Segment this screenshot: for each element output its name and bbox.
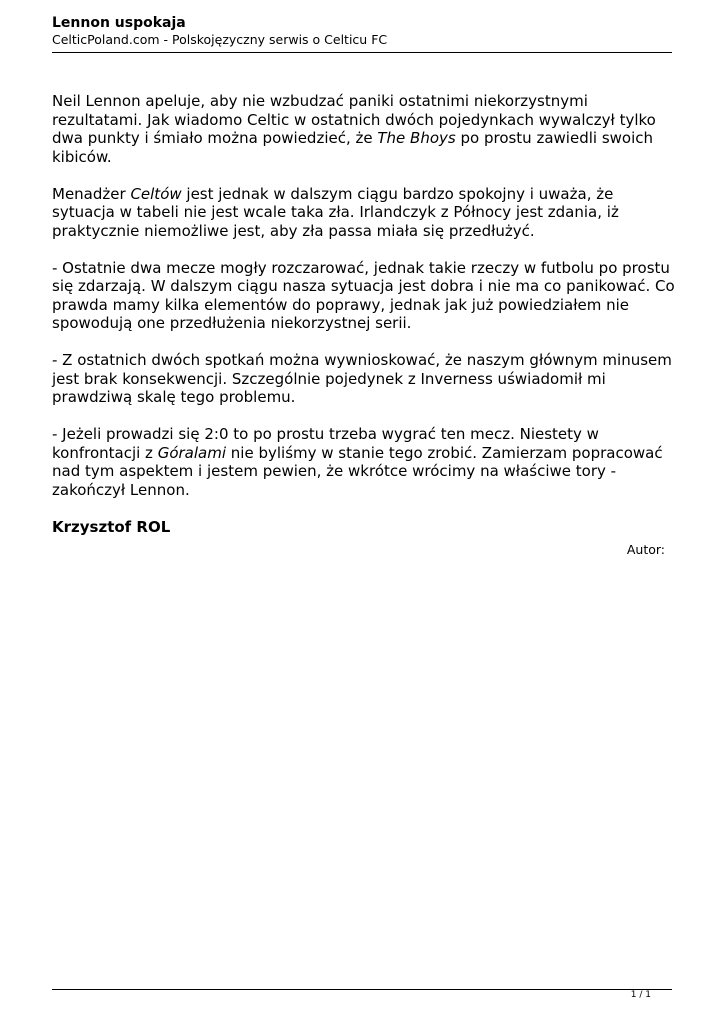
emphasis-celtow: Celtów xyxy=(130,184,182,203)
header-divider xyxy=(52,52,672,53)
emphasis-the-bhoys: The Bhoys xyxy=(377,129,456,148)
paragraph-5: - Jeżeli prowadzi się 2:0 to po prostu trzeba wygrać ten mecz. Niestety w konfrontacji z Góralami nie byliśmy w stanie tego zrobić. Zamierzam popracować nad tym aspektem i jestem pewien, że wkrótce wrócimy na właściwe tory - zakończył Lennon. xyxy=(52,425,663,499)
emphasis-goralami: Góralami xyxy=(157,443,227,462)
footer-divider xyxy=(52,989,672,990)
paragraph-2: Menadżer Celtów jest jednak w dalszym ciągu bardzo spokojny i uważa, że sytuacja w tabeli nie jest wcale taka zła. Irlandczyk z Północy jest zdania, iż praktycznie niemożliwe jest, aby zła passa miała się przedłużyć. xyxy=(52,184,619,240)
author-label: Autor: xyxy=(626,542,665,557)
document-header xyxy=(52,15,672,48)
paragraph-4: - Z ostatnich dwóch spotkań można wywnioskować, że naszym głównym minusem jest brak konsekwencji. Szczególnie pojedynek z Inverness uświadomił mi prawdziwą skalę tego problemu. xyxy=(52,351,672,407)
page-number: 1 / 1 xyxy=(630,990,651,1000)
article-author: Krzysztof ROL xyxy=(52,517,171,536)
paragraph-1: Neil Lennon apeluje, aby nie wzbudzać paniki ostatnimi niekorzystnymi rezultatami. Jak wiadomo Celtic w ostatnich dwóch pojedynkach wywalczył tylko dwa punkty i śmiało można powiedzieć, że The Bhoys po prostu zawiedli swoich kibiców. xyxy=(52,92,656,166)
site-subtitle: CelticPoland.com - Polskojęzyczny serwis o Celticu FC xyxy=(52,32,388,47)
document-title: Lennon uspokaja xyxy=(52,15,186,31)
article-body xyxy=(52,92,677,554)
paragraph-3: - Ostatnie dwa mecze mogły rozczarować, jednak takie rzeczy w futbolu po prostu się zdarzają. W dalszym ciągu nasza sytuacja jest dobra i nie ma co panikować. Co prawda mamy kilka elementów do poprawy, jednak jak już powiedziałem nie spowodują one przedłużenia niekorzystnej serii. xyxy=(52,258,675,333)
